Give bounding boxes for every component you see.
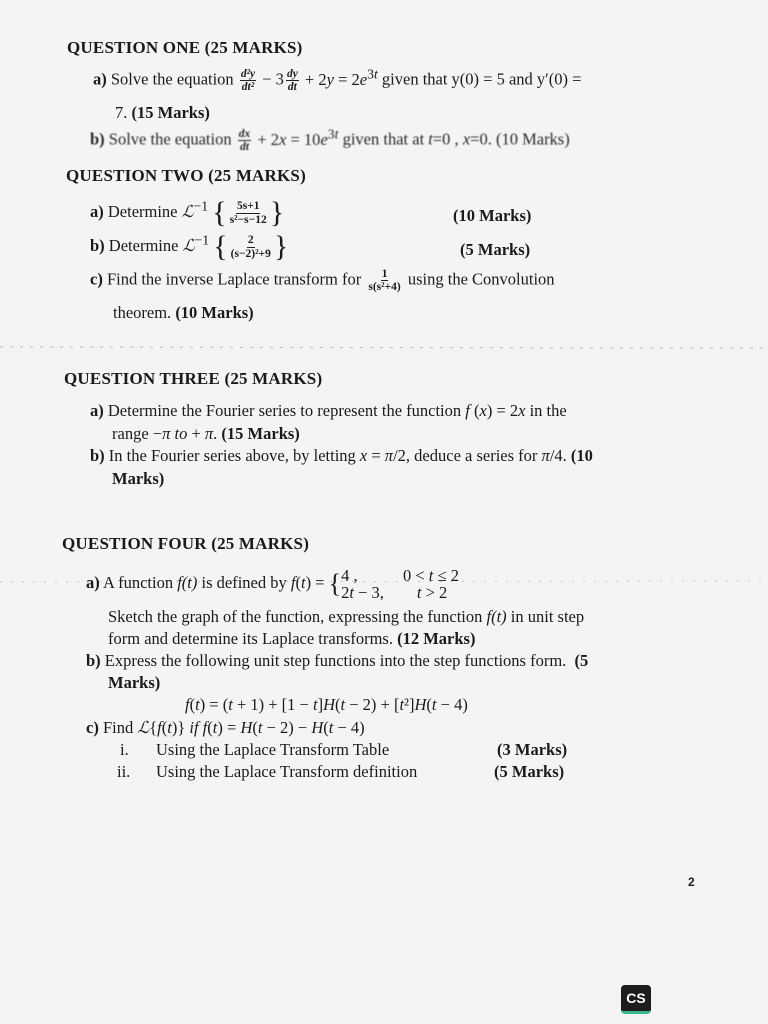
q2-part-c-line2 (113, 303, 254, 323)
q3-a-range-label: range (112, 424, 149, 443)
q4-b-text: Express the following unit step functions into the step functions form. (104, 651, 567, 670)
question-one-heading: QUESTION ONE (25 MARKS) (67, 38, 303, 57)
q4-c-ii-marks: (5 Marks) (494, 762, 565, 781)
q1-b-condition: given that at (342, 129, 425, 149)
question-four-heading: QUESTION FOUR (25 MARKS) (62, 534, 310, 553)
camscanner-logo (621, 985, 651, 1014)
brace-left: { (212, 196, 227, 229)
q1-b-ode: + $2x = 10e^{3t}$ (257, 126, 339, 149)
q2-a-fraction: $\frac{5s+1}{\text{s²−s−12}}$ (229, 200, 267, 226)
brace-left: { (213, 230, 228, 263)
q4-a-line2: Sketch the graph of the function, expressing the function (108, 607, 483, 626)
q1-part-b (90, 126, 570, 153)
q1-a-text: Solve the equation (110, 69, 234, 89)
page-number: 2 (688, 875, 695, 889)
q2-b-marks: (5 Marks) (460, 240, 531, 259)
q3-b-substitution: x = π/2, (359, 446, 411, 465)
q4-part-b (86, 651, 588, 671)
q3-a-marks: (15 Marks) (221, 424, 300, 443)
dx-dt-fraction: $\frac{dx}{dt}$ (238, 128, 251, 154)
q3-b-target: π/4. (541, 446, 567, 465)
q1-b-text: Solve the equation (108, 129, 232, 149)
q4-part-a (86, 567, 459, 602)
q2-c-line2: theorem. (113, 303, 172, 322)
q1-a-label: a) (93, 69, 107, 89)
q1-a-marks: (15 Marks) (131, 103, 210, 122)
q3-b-label: b) (90, 446, 105, 465)
brace-right: } (269, 196, 285, 229)
q4-b-label: b) (86, 651, 101, 670)
q2-c-label: c) (90, 269, 103, 289)
q2-part-b (90, 232, 288, 262)
q2-a-laplace: ℒ$^{-1}$ (181, 198, 209, 221)
q4-a-fname-2: f(t) (486, 607, 507, 626)
q4-b-marks-part1: (5 (574, 651, 589, 670)
q3-part-a-line2 (112, 424, 300, 444)
q4-a-fname: f(t) (177, 573, 198, 593)
q2-a-marks: (10 Marks) (453, 206, 532, 225)
q3-a-range: −π to + π. (152, 424, 218, 443)
brace-right: } (273, 230, 289, 263)
q2-a-label: a) (90, 201, 104, 221)
scan-smudge-top (0, 340, 768, 354)
q2-c-marks: (10 Marks) (175, 303, 254, 322)
d2y-dt2-fraction: $\frac{\text{d²y}}{\text{dt²}}$ (240, 68, 256, 94)
q1-b-label: b) (90, 129, 105, 149)
q2-b-text: Determine (108, 235, 179, 255)
q4-c-ii-label: ii. (117, 762, 131, 781)
q4-part-c (86, 718, 365, 738)
q2-part-a (90, 198, 284, 228)
q4-a-text-mid: is defined by (201, 573, 287, 593)
q3-a-text: Determine the Fourier series to represent the function (107, 401, 462, 420)
q4-c-i-marks: (3 Marks) (497, 740, 568, 759)
q1-b-marks: (10 Marks) (495, 129, 570, 149)
q4-c-ii-text: Using the Laplace Transform definition (156, 762, 418, 781)
q4-a-text: A function (102, 573, 174, 593)
q3-part-b (90, 446, 593, 466)
q4-a-line3: form and determine its Laplace transforms. (108, 629, 393, 648)
q3-part-a (90, 401, 567, 421)
q1-a-ode-rhs: + $2y = 2e^{3t}$ (304, 66, 378, 89)
q4-part-a-line2 (108, 607, 584, 627)
q1-part-a-line2 (115, 103, 210, 123)
q4-a-piecewise: f(t) = { 4 , 0 < t ≤ 2 2t − 3, t > 2 (290, 566, 459, 603)
q2-part-c (90, 268, 555, 293)
q4-b-marks-part2: Marks) (108, 673, 161, 692)
q2-b-label: b) (90, 235, 105, 255)
q2-b-laplace: ℒ$^{-1}$ (182, 232, 210, 255)
q4-part-a-line3 (108, 629, 475, 649)
q1-a-line2: 7. (115, 103, 128, 122)
q3-b-marks-part1: (10 (570, 446, 593, 465)
q2-c-fraction: $\frac{1}{\text{s(s²+4)}}$ (368, 268, 401, 294)
q4-b-equation: f(t) = (t + 1) + [1 − t]H(t − 2) + [t²]H(t − 4) (185, 695, 468, 714)
q3-b-marks-part2: Marks) (112, 469, 165, 488)
q3-a-label: a) (90, 401, 104, 420)
q3-a-function: f (x) = 2x in the (465, 401, 567, 420)
q4-c-i-label: i. (120, 740, 129, 759)
q4-c-label: c) (86, 718, 99, 737)
q3-b-text: In the Fourier series above, by letting (108, 446, 356, 465)
q2-c-text-post: using the Convolution (407, 269, 555, 289)
dy-dt-fraction: $\frac{dy}{dt}$ (286, 68, 298, 94)
question-two-heading: QUESTION TWO (25 MARKS) (66, 166, 306, 185)
q4-a-line2-post: in unit step (510, 607, 585, 626)
question-three-heading: QUESTION THREE (25 MARKS) (64, 369, 323, 388)
q1-b-initial: t=0 , x=0. (428, 129, 492, 149)
q4-a-label: a) (86, 573, 100, 593)
q1-a-ode: − 3 (262, 69, 284, 89)
q4-a-marks: (12 Marks) (397, 629, 476, 648)
camscanner-logo-text: CS (626, 990, 646, 1006)
q3-b-text-mid: deduce a series for (414, 446, 538, 465)
q4-c-text: Find (102, 718, 134, 737)
q4-c-i-text: Using the Laplace Transform Table (156, 740, 390, 759)
q2-c-text: Find the inverse Laplace transform for (106, 269, 362, 289)
q2-b-fraction: $\frac{2}{\text{(s−2)²+9}}$ (230, 234, 271, 260)
q4-c-expression: ℒ{f(t)} if f(t) = H(t − 2) − H(t − 4) (137, 718, 365, 737)
q1-a-condition: given that y(0) = 5 and y′(0) = (381, 69, 582, 89)
q1-part-a (93, 66, 581, 93)
q2-a-text: Determine (107, 201, 178, 221)
